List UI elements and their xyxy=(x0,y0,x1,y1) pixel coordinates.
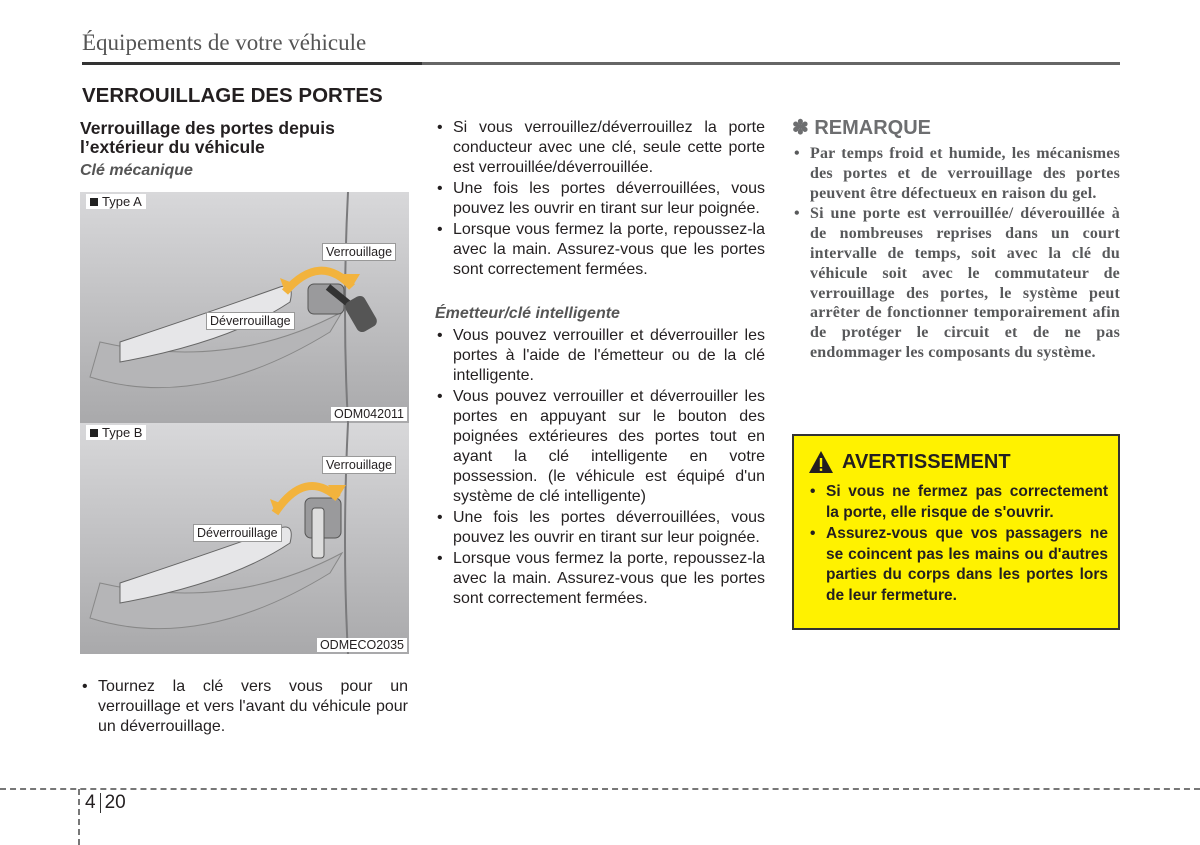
list-item: • Une fois les portes déverrouillées, vous pouvez les ouvrir en tirant sur leur poignée. xyxy=(435,508,765,548)
list-item: • Si une porte est verrouillée/ déverouillée à de nombreuses reprises dans un court intervalle de temps, soit avec la clé du véhicule soit avec le commutateur de verrouillage des portes, le système peut arrêter de fonctionner temporairement afin de protéger le circuit et de ne pas endommager les composants du système. xyxy=(792,204,1120,362)
list-item: • Vous pouvez verrouiller et déverrouiller les portes en appuyant sur le bouton des poignées extérieures des portes tout en ayant la clé intelligente en votre possession. (le véhicule est équipé d'un système de clé intelligente) xyxy=(435,387,765,507)
subtitle-smart-key: Émetteur/clé intelligente xyxy=(435,305,620,322)
warning-triangle-icon xyxy=(808,450,834,474)
figure-a-lock-label: Verrouillage xyxy=(322,243,396,261)
figure-type-a xyxy=(80,192,409,423)
page-index: 20 xyxy=(104,792,126,813)
list-item: • Lorsque vous fermez la porte, repoussez-la avec la main. Assurez-vous que les portes sont correctement fermées. xyxy=(435,549,765,609)
header-rule xyxy=(82,62,1120,65)
header-title: Équipements de votre véhicule xyxy=(82,30,367,55)
figure-a-code: ODM042011 xyxy=(331,407,407,421)
footer-divider xyxy=(0,788,1200,790)
warning-title: AVERTISSEMENT xyxy=(842,450,1011,473)
figure-a-unlock-label: Déverrouillage xyxy=(206,312,295,330)
list-item: • Assurez-vous que vos passagers ne se coincent pas les mains ou d'autres parties du corps dans les portes lors de leur fermeture. xyxy=(808,524,1108,606)
page-number xyxy=(85,792,126,814)
remark-title: ✽ REMARQUE xyxy=(792,117,931,139)
warning-box xyxy=(792,434,1120,630)
chapter-number: 4 xyxy=(85,792,96,813)
figure-b-unlock-label: Déverrouillage xyxy=(193,524,282,542)
list-item: • Si vous ne fermez pas correctement la porte, elle risque de s'ouvrir. xyxy=(808,482,1108,523)
list-item: • Par temps froid et humide, les mécanismes des portes et de verrouillage des portes peuvent être défectueux en raison du gel. xyxy=(792,144,1120,203)
figure-type-b xyxy=(80,423,409,654)
subtitle-mechanical-key: Clé mécanique xyxy=(80,162,193,179)
door-handle-illustration-a xyxy=(80,192,409,423)
footer-vertical-divider xyxy=(78,789,80,845)
section-title: VERROUILLAGE DES PORTES xyxy=(82,84,383,107)
list-item: • Vous pouvez verrouiller et déverrouiller les portes à l'aide de l'émetteur ou de la clé intelligente. xyxy=(435,326,765,386)
list-item: • Une fois les portes déverrouillées, vous pouvez les ouvrir en tirant sur leur poignée. xyxy=(435,179,765,219)
figure-a-type-label: Type A xyxy=(86,194,146,209)
list-item: • Tournez la clé vers vous pour un verrouillage et vers l'avant du véhicule pour un déverrouillage. xyxy=(80,677,408,737)
column-2 xyxy=(435,118,765,610)
figure-b-type-label: Type B xyxy=(86,425,146,440)
column-1 xyxy=(80,119,408,181)
column-1-bottom xyxy=(80,677,408,738)
list-item: • Lorsque vous fermez la porte, repoussez-la avec la main. Assurez-vous que les portes sont correctement fermées. xyxy=(435,220,765,280)
list-item: • Si vous verrouillez/déverrouillez la porte conducteur avec une clé, seule cette porte est verrouillée/déverrouillée. xyxy=(435,118,765,178)
subtitle-exterior-locking: Verrouillage des portes depuis l’extérieur du véhicule xyxy=(80,118,335,157)
figure-b-code: ODMECO2035 xyxy=(317,638,407,652)
remark-box xyxy=(792,118,1120,364)
figure-b-lock-label: Verrouillage xyxy=(322,456,396,474)
